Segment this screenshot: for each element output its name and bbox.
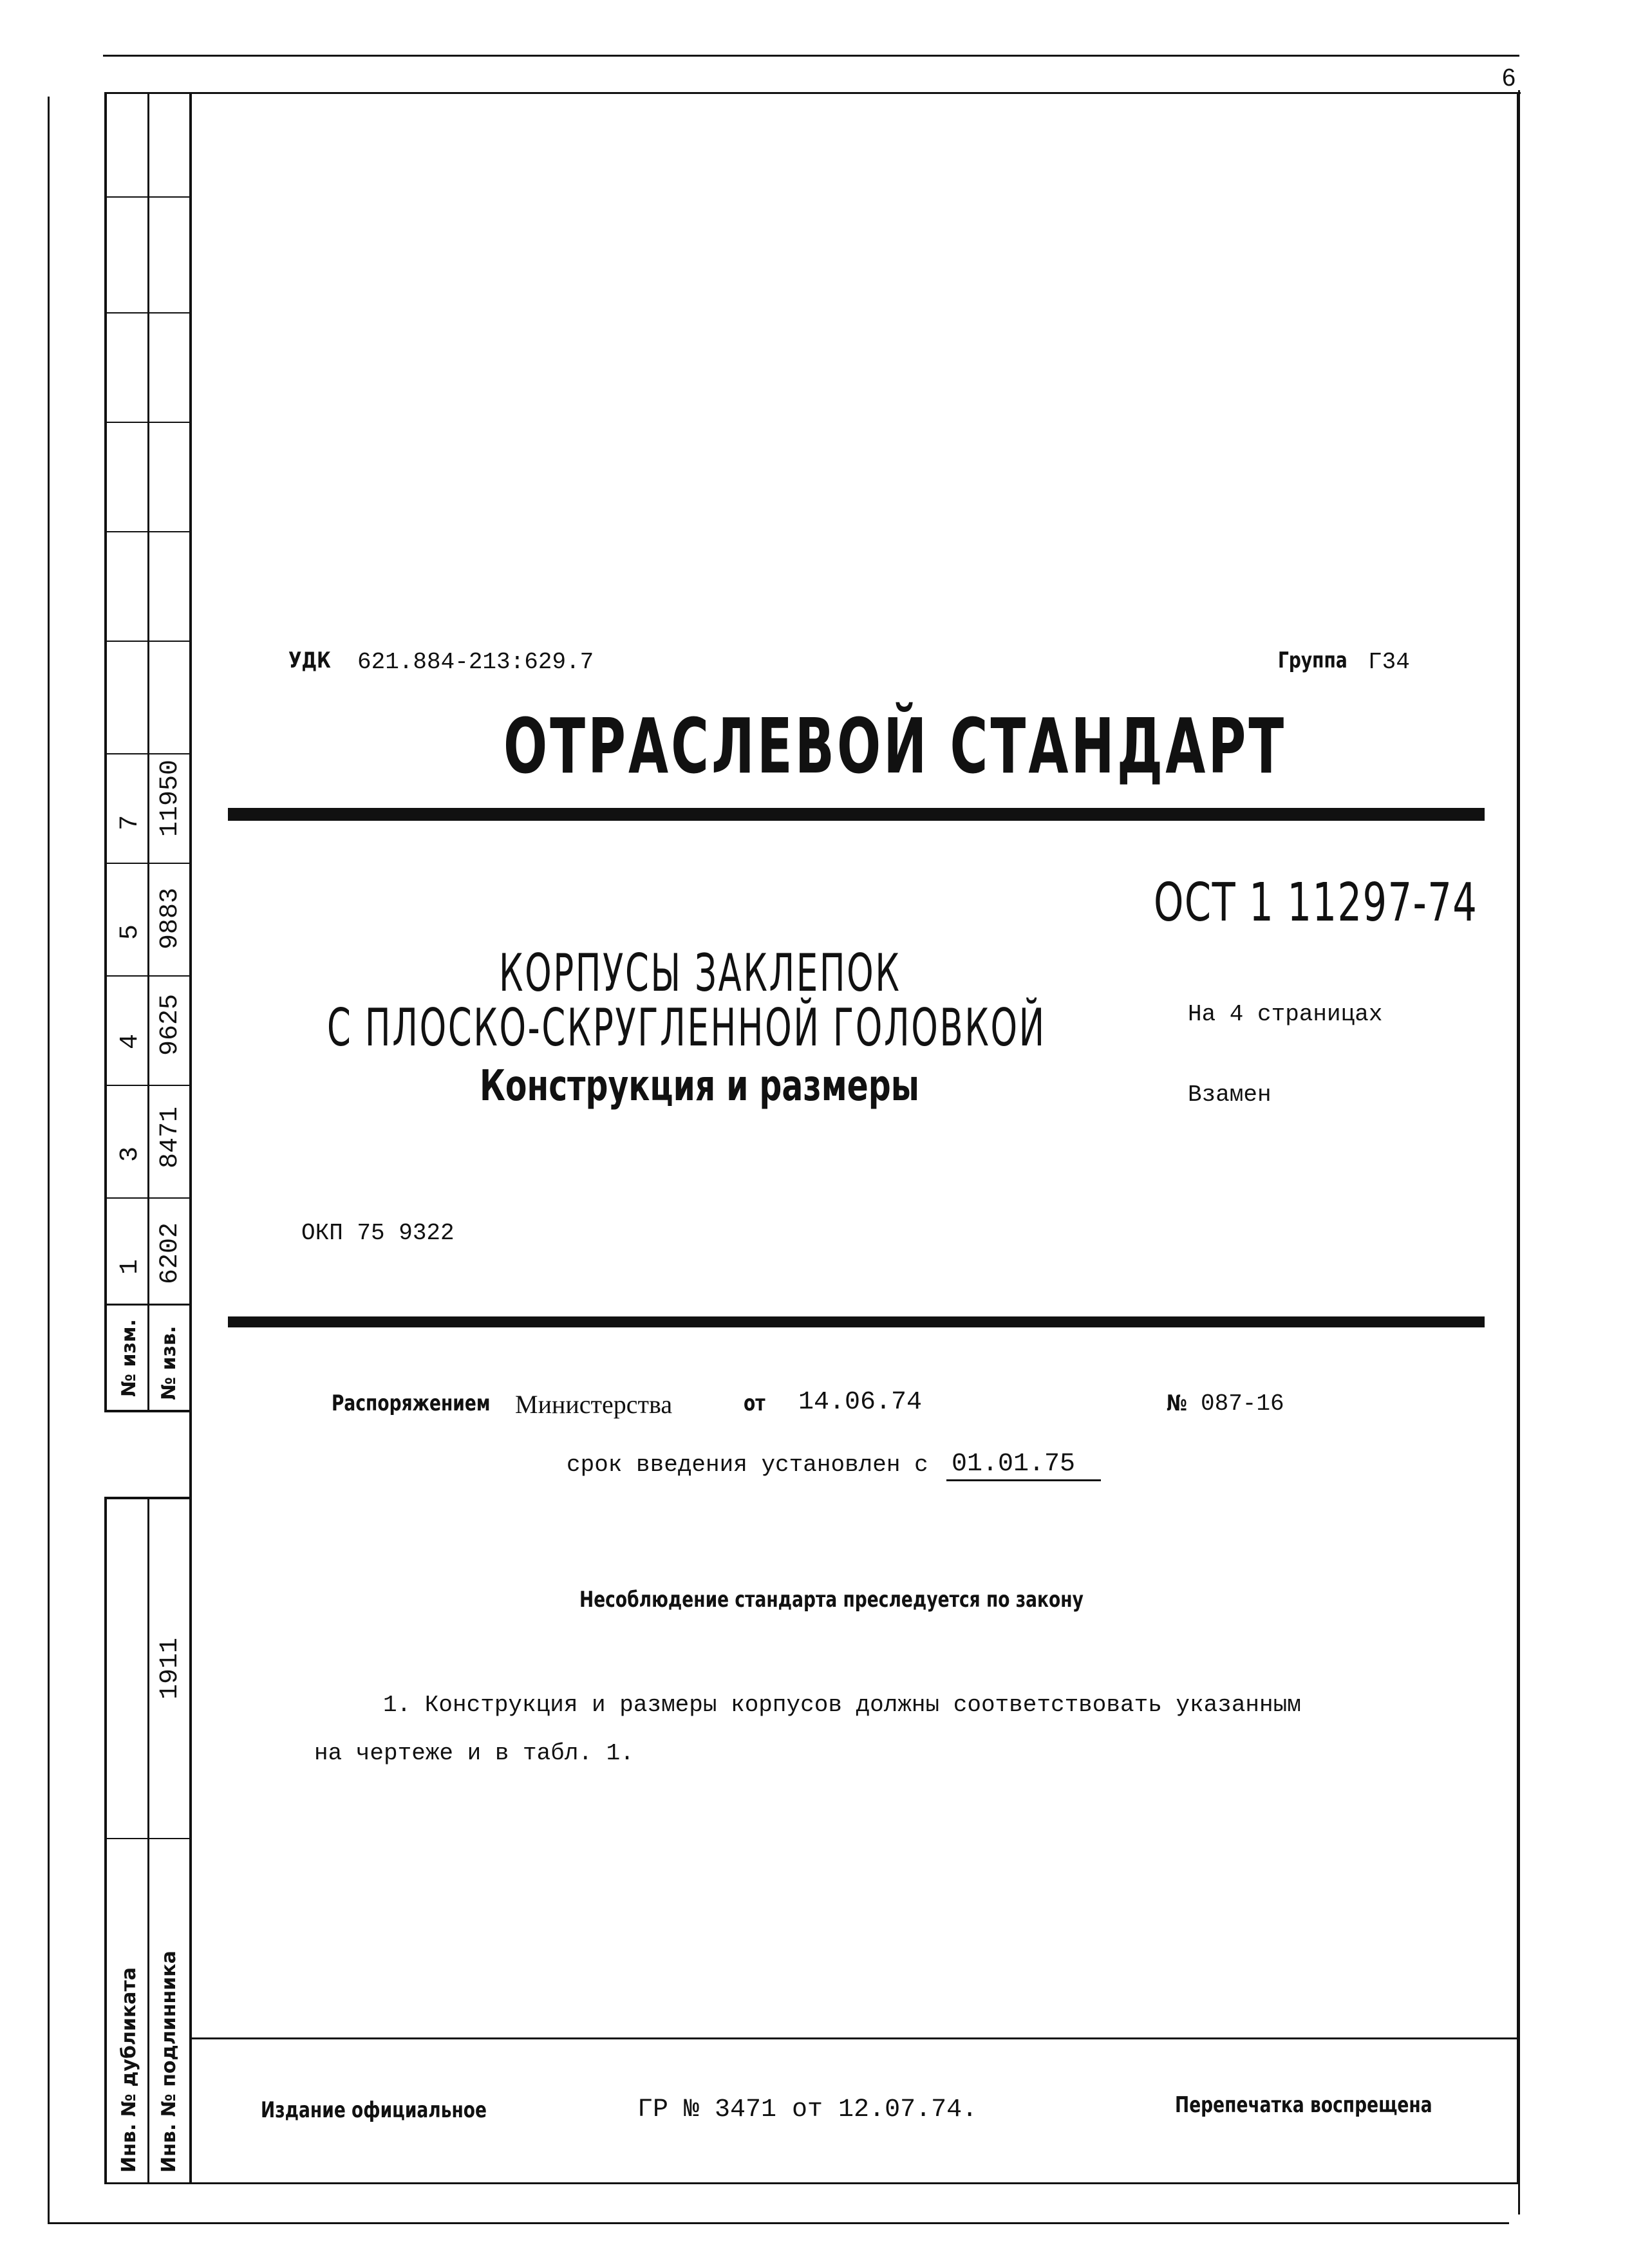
sidebar-grid-line: [104, 975, 191, 977]
sidebar-upper-left: [104, 92, 107, 1412]
sidebar-change-number: 4: [116, 1033, 145, 1049]
decree-authority: Министерства: [515, 1390, 673, 1419]
sidebar-grid-line: [104, 1085, 191, 1086]
effective-text: срок введения установлен с: [567, 1452, 928, 1478]
decree-number: 087-16: [1201, 1390, 1284, 1417]
group-value: Г34: [1368, 649, 1410, 675]
udk-value: 621.884-213:629.7: [357, 649, 594, 675]
sidebar-upper-bottom: [104, 1410, 191, 1412]
inner-base-line: [104, 2182, 1519, 2184]
sidebar-grid-line: [104, 531, 191, 532]
sidebar-change-number: 1: [116, 1259, 145, 1275]
page-number: 6: [1502, 64, 1516, 91]
sidebar-grid-line: [104, 753, 191, 754]
page-title: ОТРАСЛЕВОЙ СТАНДАРТ: [503, 702, 1287, 791]
sidebar-grid-line: [104, 1197, 191, 1199]
paragraph-line-2: на чертеже и в табл. 1.: [314, 1740, 634, 1766]
sidebar-grid-line: [104, 863, 191, 864]
sidebar-lower-left: [104, 1497, 107, 2184]
sidebar-dup-label: Инв. № дубликата: [118, 1967, 140, 2173]
okp-code: ОКП 75 9322: [301, 1220, 455, 1246]
udk-label: УДК: [288, 648, 331, 673]
decree-label: Распоряжением: [332, 1390, 491, 1416]
sidebar-lower-mid: [147, 1497, 149, 2184]
warning-text: Несоблюдение стандарта преследуется по закону: [579, 1587, 1084, 1613]
sidebar-grid-line: [104, 312, 191, 314]
sidebar-grid-line: [104, 196, 191, 198]
inner-bottom-line: [189, 2037, 1519, 2039]
sidebar-lower-top: [104, 1497, 191, 1499]
footer-registration: ГР № 3471 от 12.07.74.: [637, 2095, 978, 2124]
inner-right-line: [1517, 92, 1519, 2184]
subject-line-2: С ПЛОСКО-СКРУГЛЕННОЙ ГОЛОВКОЙ: [327, 998, 1046, 1058]
title-rule: [228, 808, 1485, 821]
sidebar-change-number: 7: [116, 814, 145, 830]
subject-line-3: Конструкция и размеры: [480, 1061, 919, 1110]
sidebar-change-number: 5: [116, 924, 145, 940]
sidebar-notices-label: № изв.: [158, 1325, 180, 1400]
left-outer-frame-line: [48, 97, 50, 2224]
subject-line-1: КОРПУСЫ ЗАКЛЕПОК: [499, 943, 901, 1003]
sidebar-notice-number: 11950: [156, 759, 185, 837]
decree-date: 14.06.74: [798, 1388, 923, 1417]
sidebar-lower-divider: [104, 1838, 191, 1839]
pages-text: На 4 страницах: [1188, 1001, 1383, 1027]
top-frame-line: [103, 55, 1519, 57]
sidebar-upper-mid: [147, 92, 149, 1412]
sidebar-grid-line: [104, 641, 191, 642]
bottom-outer-frame-line: [48, 2222, 1509, 2224]
sidebar-grid-line: [104, 1304, 191, 1306]
sidebar-changes-label: № изм.: [118, 1319, 140, 1397]
sidebar-change-number: 3: [116, 1146, 145, 1162]
replaces-text: Взамен: [1188, 1082, 1272, 1108]
inner-left-line: [189, 92, 192, 2184]
sidebar-notice-number: 6202: [156, 1222, 185, 1284]
standard-code: ОСТ 1 11297-74: [1154, 872, 1478, 933]
effective-underline: [946, 1479, 1101, 1481]
paragraph-line-1: 1. Конструкция и размеры корпусов должны соответствовать указанным: [383, 1692, 1301, 1718]
decree-from-label: от: [744, 1390, 765, 1416]
sidebar-notice-number: 8471: [156, 1106, 185, 1168]
sidebar-notice-number: 9883: [156, 887, 185, 950]
sidebar-inv-value: 1911: [156, 1637, 185, 1700]
section-rule: [228, 1316, 1485, 1327]
group-label: Группа: [1278, 648, 1347, 673]
sidebar-grid-line: [104, 422, 191, 423]
sidebar-orig-label: Инв. № подлинника: [158, 1951, 180, 2173]
inner-top-line: [104, 92, 1521, 94]
footer-edition: Издание официальное: [261, 2097, 487, 2123]
decree-number-label: №: [1167, 1390, 1187, 1416]
sidebar-notice-number: 9625: [156, 993, 185, 1056]
footer-reprint-notice: Перепечатка воспрещена: [1175, 2092, 1432, 2118]
effective-date: 01.01.75: [952, 1450, 1076, 1479]
